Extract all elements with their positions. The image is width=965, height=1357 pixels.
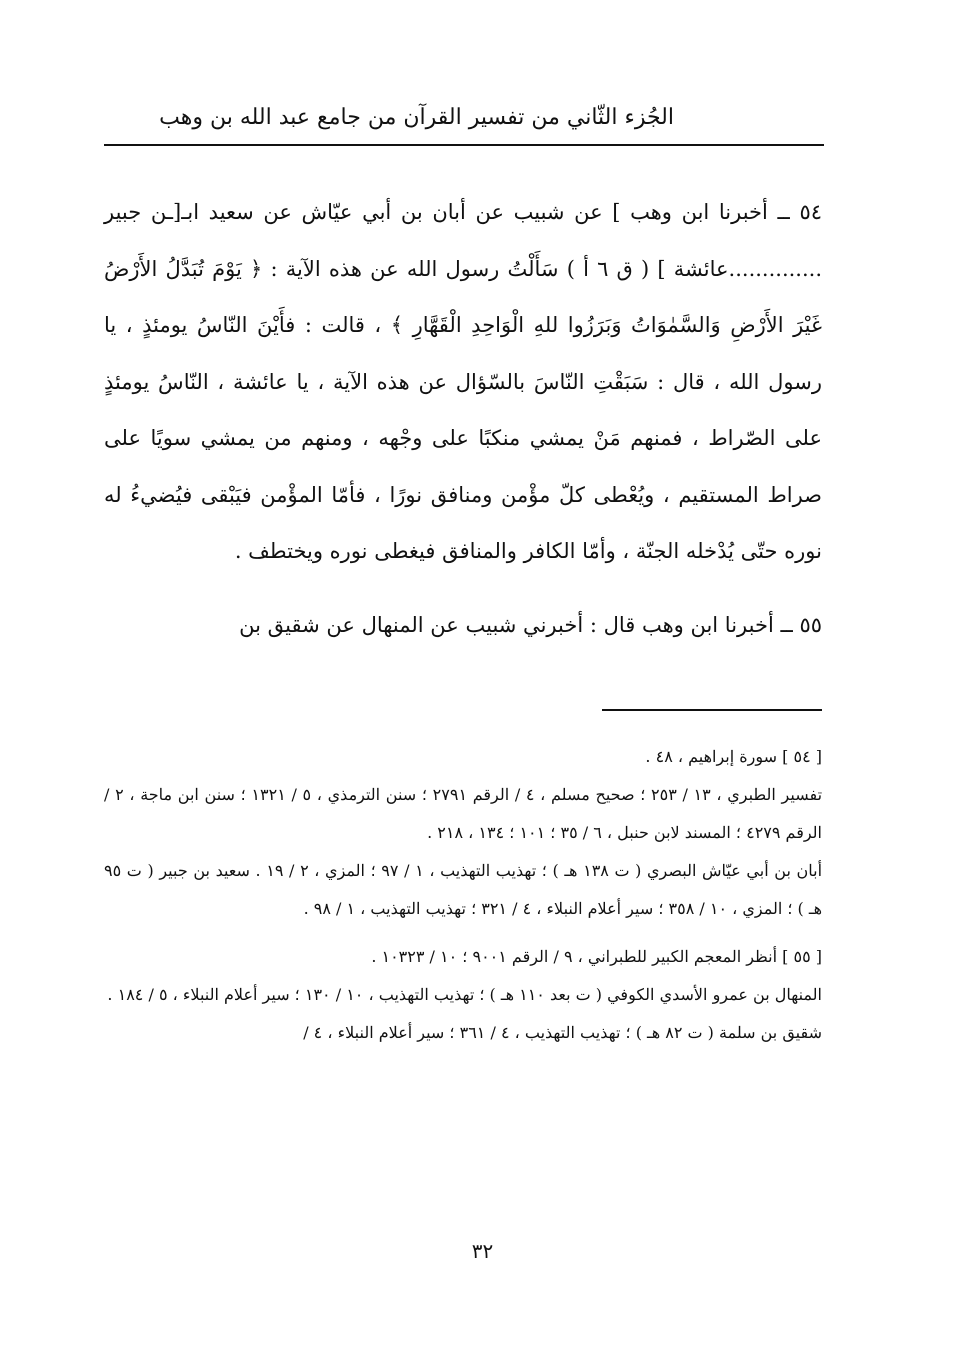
- footnote-54-quran-ref: [ ٥٤ ] سورة إبراهيم ، ٤٨ .: [645, 747, 822, 766]
- footnote-55-shaqiq: شقيق بن سلمة ( ت ٨٢ هـ ) ؛ تهذيب التهذيب ، ٤ / ٣٦١ ؛ سير أعلام النبلاء ، ٤ /: [303, 1023, 822, 1042]
- page-number: ٣٢: [471, 1239, 494, 1263]
- paragraph-54: ٥٤ ــ أخبرنا ابن وهب ] عن شبيب عن أبان بن أبي عيّاش عن سعيد ابـ[ـن جبير ..............عائشة ] ( ق ٦ أ ) سَأَلْتُ رسول الله عن هذه الآية : ﴿ يَوْمَ تُبَدَّلُ الأَرْضُ غَيْرَ الأَرْضِ وَالسَّمٰوَاتُ وَبَرَزُوا للهِ الْوَاحِدِ الْقَهَّارِ ﴾ ، قالت : فأَيْنَ النّاسُ يومئذٍ ، يا رسول الله ، قال : سَبَقْتِ النّاسَ بالسّؤال عن هذه الآية ، يا عائشة ، النّاسُ يومئذٍ على الصّراط ، فمنهم مَنْ يمشي منكبًا على وجْهه ، ومنهم من يمشي سويًا على صراط المستقيم ، ويُعْطى كلّ مؤْمن ومنافق نورًا ، فأمّا المؤْمن فيَبْقى فيُضيءُ له نوره حتّى يُدْخله الجنّة ، وأمّا الكافر والمنافق فيغطى نوره ويختطف .: [104, 200, 822, 563]
- footnote-55-minhal: المنهال بن عمرو الأسدي الكوفي ( ت بعد ١١٠ هـ ) ؛ تهذيب التهذيب ، ١٠ / ١٣٠ ؛ سير أعلام النبلاء ، ٥ / ١٨٤ .: [107, 985, 822, 1004]
- footnote-55-sources: [ ٥٥ ] أنظر المعجم الكبير للطبراني ، ٩ / الرقم ٩٠٠١ ؛ ١٠ / ١٠٣٢٣ .: [371, 947, 822, 966]
- footnote-rule: [602, 709, 822, 711]
- footnote-54-sources: تفسير الطبري ، ١٣ / ٢٥٣ ؛ صحيح مسلم ، ٤ / الرقم ٢٧٩١ ؛ سنن الترمذي ، ٥ / ١٣٢١ ؛ سنن ابن ماجة ، ٢ / الرقم ٤٢٧٩ ؛ المسند لابن حنبل ، ٦ / ٣٥ ؛ ١٠١ ؛ ١٣٤ ، ٢١٨ .: [104, 785, 823, 842]
- main-text: [104, 184, 822, 653]
- footnotes: [104, 738, 822, 1052]
- paragraph-55: ٥٥ ــ أخبرنا ابن وهب قال : أخبرني شبيب عن المنهال عن شقيق بن: [239, 612, 822, 637]
- running-header: الجُزء الثّاني من تفسير القرآن من جامع عبد الله بن وهب: [159, 105, 674, 130]
- header-rule: [104, 144, 824, 146]
- footnote-54-narrators: أبان بن أبي عيّاش البصري ( ت ١٣٨ هـ ) ؛ تهذيب التهذيب ، ١ / ٩٧ ؛ المزي ، ٢ / ١٩ . سعيد بن جبير ( ت ٩٥ هـ ) ؛ المزي ، ١٠ / ٣٥٨ ؛ سير أعلام النبلاء ، ٤ / ٣٢١ ؛ تهذيب التهذيب ، ١ / ٩٨ .: [104, 861, 823, 918]
